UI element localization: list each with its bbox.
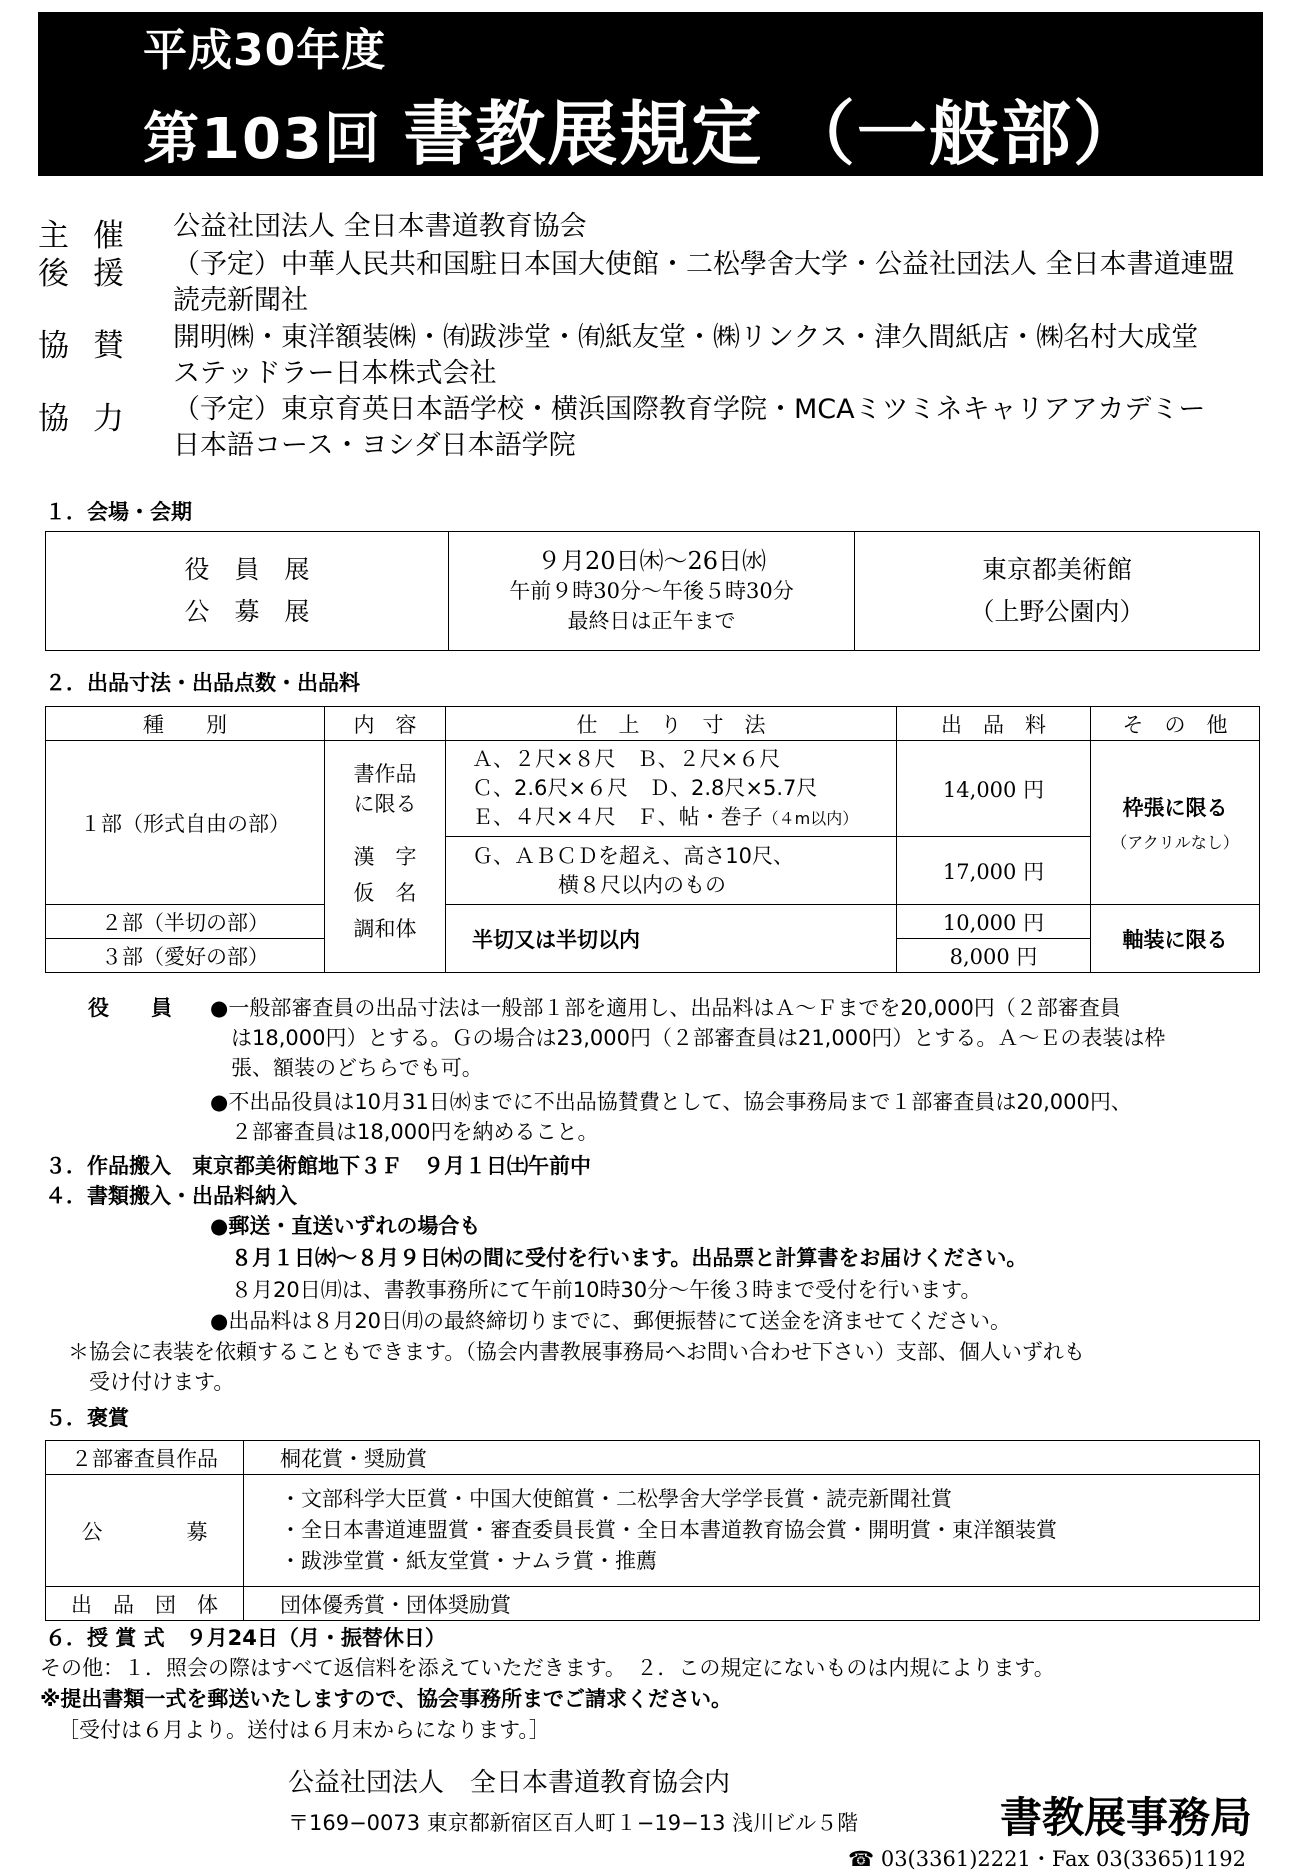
content-text: 仮 名 xyxy=(353,880,417,905)
col-header: そ の 他 xyxy=(1091,707,1260,741)
exhibit-lastday: 最終日は正午まで xyxy=(567,609,736,633)
fee-cell: 8,000 円 xyxy=(897,939,1091,973)
content-text: に限る xyxy=(353,791,417,816)
col-header: 内 容 xyxy=(325,707,446,741)
venue-name: 東京都美術館 xyxy=(981,555,1132,584)
exhibit-name: 公 募 展 xyxy=(184,597,310,626)
size-text: 横８尺以内のもの xyxy=(516,872,726,897)
delivery-line: ８月１日㈬〜８月９日㈭の間に受付を行います。出品票と計算書をお届けください。 xyxy=(210,1246,1028,1270)
other-cell xyxy=(1091,741,1260,905)
fee-cell: 14,000 円 xyxy=(897,741,1091,837)
officer-note: ●一般部審査員の出品寸法は一般部１部を適用し、出品料はＡ〜Ｆまでを20,000円（２部審査員 xyxy=(210,996,1121,1020)
size-text: Ｇ、ＡＢＣＤを超え、高さ10尺、 xyxy=(472,843,794,868)
size-text: Ｅ、４尺×４尺 Ｆ、帖・巻子 xyxy=(472,804,763,829)
other-line: ※提出書類一式を郵送いたしますので、協会事務所までご請求ください。 xyxy=(40,1687,732,1711)
title-part: （一般部） xyxy=(784,93,1145,175)
sponsor-label: 協力 xyxy=(38,401,148,437)
size-cell xyxy=(446,741,897,837)
title-main: 書教展規定 xyxy=(403,93,764,175)
sponsor-label: 後援 xyxy=(38,256,148,292)
sponsor-label: 協賛 xyxy=(38,328,148,364)
delivery-line: ８月20日㈪は、書教事務所にて午前10時30分〜午後３時まで受付を行います。 xyxy=(210,1278,982,1302)
date-cell xyxy=(449,532,855,651)
sponsor-text: 日本語コース・ヨシダ日本語学院 xyxy=(173,430,576,461)
content-cell xyxy=(325,741,446,837)
other-cell: 軸装に限る xyxy=(1091,905,1260,973)
category-cell: ３部（愛好の部） xyxy=(46,939,325,973)
sponsor-text: 開明㈱・東洋額装㈱・㈲跋渉堂・㈲紙友堂・㈱リンクス・津久間紙店・㈱名村大成堂 xyxy=(173,322,1199,353)
section-heading: ４．書類搬入・出品料納入 xyxy=(45,1184,297,1208)
award-label: 出 品 団 体 xyxy=(46,1587,244,1621)
entry-table xyxy=(45,706,1260,973)
mounting-note: ＊協会に表装を依頼することもできます。（協会内書教展事務局へお問い合わせ下さい）支部、個人いずれも xyxy=(68,1340,1085,1364)
award-item: ・全日本書道連盟賞・審査委員長賞・全日本書道教育協会賞・開明賞・東洋額装賞 xyxy=(280,1518,1057,1542)
category-cell: １部（形式自由の部） xyxy=(46,741,325,905)
fee-cell: 10,000 円 xyxy=(897,905,1091,939)
header-year: 平成30年度 xyxy=(143,25,387,76)
col-header: 仕 上 り 寸 法 xyxy=(446,707,897,741)
award-item: ・文部科学大臣賞・中国大使館賞・二松學舍大学学長賞・読売新聞社賞 xyxy=(280,1487,952,1511)
footer-org: 公益社団法人 全日本書道教育協会内 xyxy=(288,1768,731,1798)
page-title xyxy=(143,78,1145,179)
officer-note: ●不出品役員は10月31日㈬までに不出品協賛費として、協会事務局まで１部審査員は20,000円、 xyxy=(210,1090,1132,1114)
sponsor-text: （予定）中華人民共和国駐日本国大使館・二松學舍大学・公益社団法人 全日本書道連盟 xyxy=(173,249,1235,280)
award-items: 桐花賞・奨励賞 xyxy=(244,1441,1260,1475)
award-items: 団体優秀賞・団体奨励賞 xyxy=(244,1587,1260,1621)
award-label: ２部審査員作品 xyxy=(46,1441,244,1475)
fee-cell: 17,000 円 xyxy=(897,837,1091,905)
sponsor-text: ステッドラー日本株式会社 xyxy=(173,358,497,389)
mounting-note: 受け付けます。 xyxy=(68,1370,235,1394)
section-heading: １．会場・会期 xyxy=(45,500,192,524)
officer-note: ２部審査員は18,000円を納めること。 xyxy=(210,1120,599,1144)
content-text: 書作品 xyxy=(353,761,417,786)
other-line: その他：１．照会の際はすべて返信料を添えていただきます。 ２．この規定にないものは内規によります。 xyxy=(40,1656,1055,1680)
award-item: ・跋渉堂賞・紙友堂賞・ナムラ賞・推薦 xyxy=(280,1549,657,1573)
size-text: Ａ、２尺×８尺 Ｂ、２尺×６尺 xyxy=(472,746,781,771)
award-items xyxy=(244,1475,1260,1587)
footer-tel: ☎ 03(3361)2221・Fax 03(3365)1192 xyxy=(848,1847,1247,1871)
venue-cell xyxy=(855,532,1260,651)
size-text: Ｃ、2.6尺×６尺 Ｄ、2.8尺×5.7尺 xyxy=(472,775,818,800)
award-table xyxy=(45,1440,1260,1621)
col-header: 種 別 xyxy=(46,707,325,741)
venue-table xyxy=(45,531,1260,651)
sponsor-text: 読売新聞社 xyxy=(173,285,308,316)
section-heading: ６．授 賞 式 ９月24日（月・振替休日） xyxy=(45,1626,446,1650)
other-text: 枠張に限る xyxy=(1122,796,1228,820)
other-sub: （アクリルなし） xyxy=(1111,833,1239,852)
sponsor-text: （予定）東京育英日本語学校・横浜国際教育学院・MCAミツミネキャリアアカデミー xyxy=(173,394,1206,425)
section-heading: ２．出品寸法・出品点数・出品料 xyxy=(45,671,360,695)
size-cell xyxy=(446,837,897,905)
officer-note: は18,000円）とする。Ｇの場合は23,000円（２部審査員は21,000円）とする。Ａ〜Ｅの表装は枠 xyxy=(210,1026,1166,1050)
footer-address: 〒169−0073 東京都新宿区百人町１−19−13 浅川ビル５階 xyxy=(288,1811,859,1835)
venue-sub: （上野公園内） xyxy=(969,597,1145,626)
title-number: 第103回 xyxy=(143,107,382,172)
officer-label: 役 員 xyxy=(88,996,172,1020)
content-text: 漢 字 xyxy=(353,844,417,869)
category-cell: ２部（半切の部） xyxy=(46,905,325,939)
exhibit-hours: 午前９時30分〜午後５時30分 xyxy=(509,579,794,603)
exhibit-name: 役 員 展 xyxy=(184,555,310,584)
delivery-line: ●出品料は８月20日㈪の最終締切りまでに、郵便振替にて送金を済ませてください。 xyxy=(210,1309,1012,1333)
delivery-line: ●郵送・直送いずれの場合も xyxy=(210,1214,481,1238)
exhibit-dates: ９月20日㈭〜26日㈬ xyxy=(536,547,767,575)
officer-note: 張、額装のどちらでも可。 xyxy=(210,1056,483,1080)
exhibit-cell xyxy=(46,532,449,651)
col-header: 出 品 料 xyxy=(897,707,1091,741)
section-heading: ３．作品搬入 東京都美術館地下３Ｆ ９月１日㈯午前中 xyxy=(45,1154,591,1178)
content-text: 調和体 xyxy=(353,916,417,941)
award-label: 公 募 xyxy=(46,1475,244,1587)
section-heading: ５．褒賞 xyxy=(45,1406,129,1430)
footer-office: 書教展事務局 xyxy=(1000,1793,1253,1842)
sponsor-text: 公益社団法人 全日本書道教育協会 xyxy=(173,211,587,242)
content-cell xyxy=(325,837,446,973)
sponsor-label: 主催 xyxy=(38,218,148,254)
size-note: （４m以内） xyxy=(762,808,859,828)
other-line: ［受付は６月より。送付は６月末からになります。］ xyxy=(58,1718,550,1742)
size-cell: 半切又は半切以内 xyxy=(446,905,897,973)
